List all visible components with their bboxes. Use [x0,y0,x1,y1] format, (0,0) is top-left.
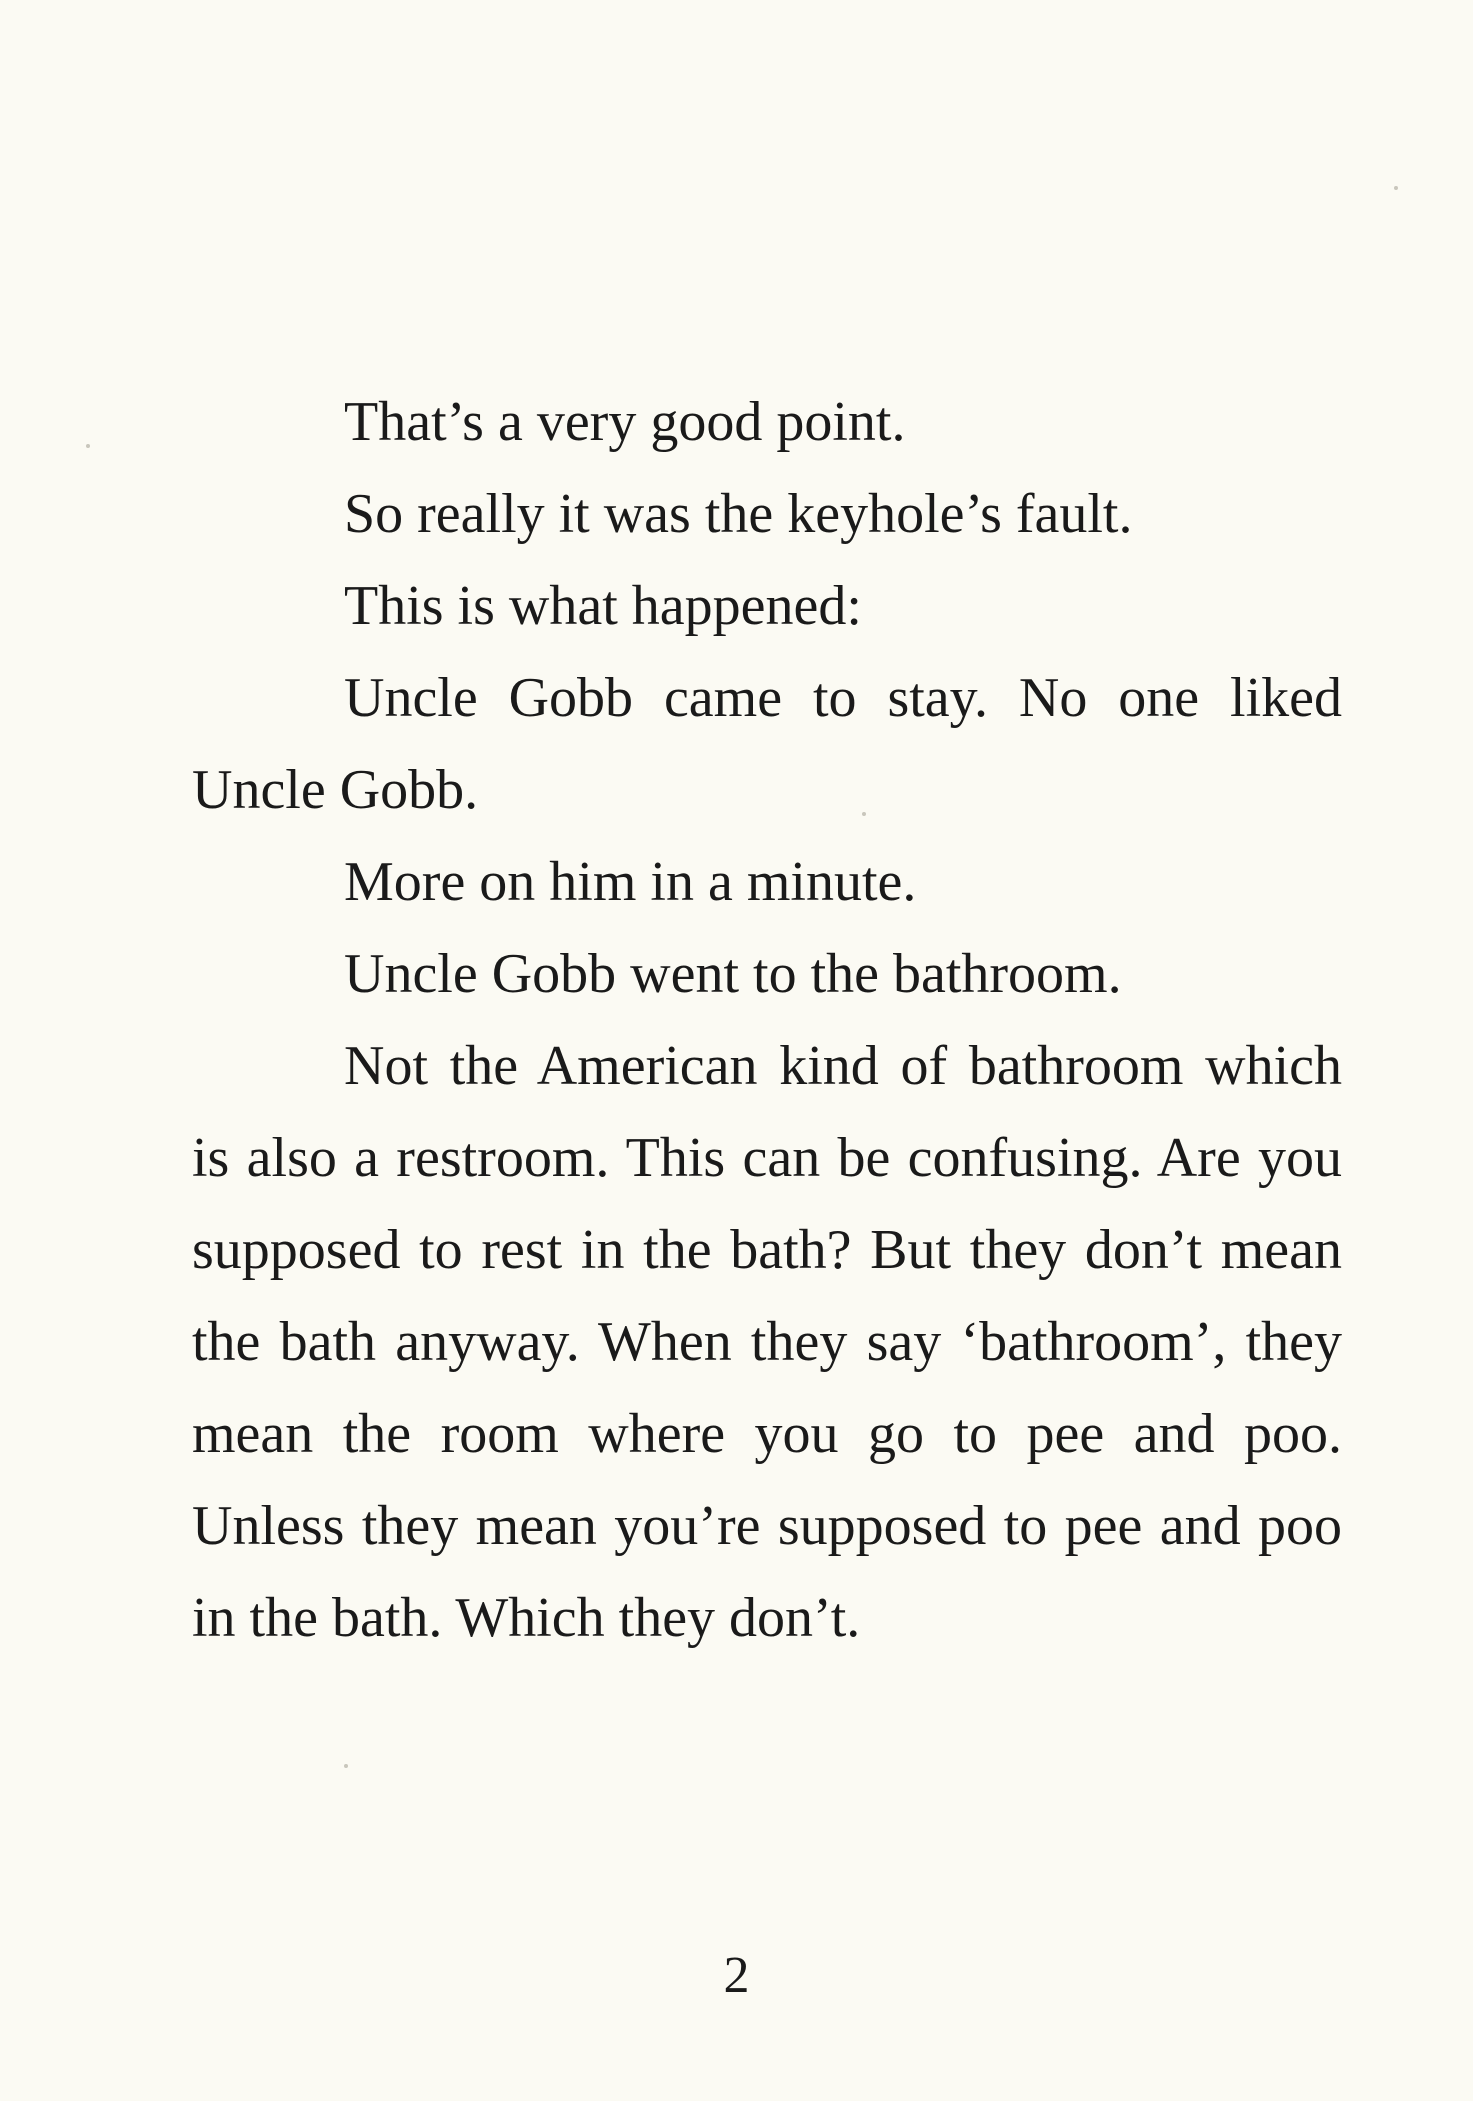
paragraph: Not the American kind of bathroom which is also a restroom. This can be confusing. Are you supposed to rest in the bath? But they don’t mean the bath anyway. When they say ‘bathroom’, they mean the room where you go to pee and poo. Unless they mean you’re supposed to pee and poo in the bath. Which they don’t. [192,1035,1342,1649]
paragraph: Uncle Gobb came to stay. No one liked Uncle Gobb. [192,667,1342,821]
page-number: 2 [723,1947,750,2004]
paper-speck [862,812,866,816]
paper-speck [86,444,90,448]
paper-speck [344,1764,348,1768]
body-text [192,376,1342,1664]
paragraph: This is what happened: [344,575,862,637]
paragraph: That’s a very good point. [344,391,906,453]
paragraph: So really it was the keyhole’s fault. [344,483,1133,545]
paper-speck [1394,186,1398,190]
paragraph: Uncle Gobb went to the bathroom. [344,943,1122,1005]
paragraph: More on him in a minute. [344,851,917,913]
